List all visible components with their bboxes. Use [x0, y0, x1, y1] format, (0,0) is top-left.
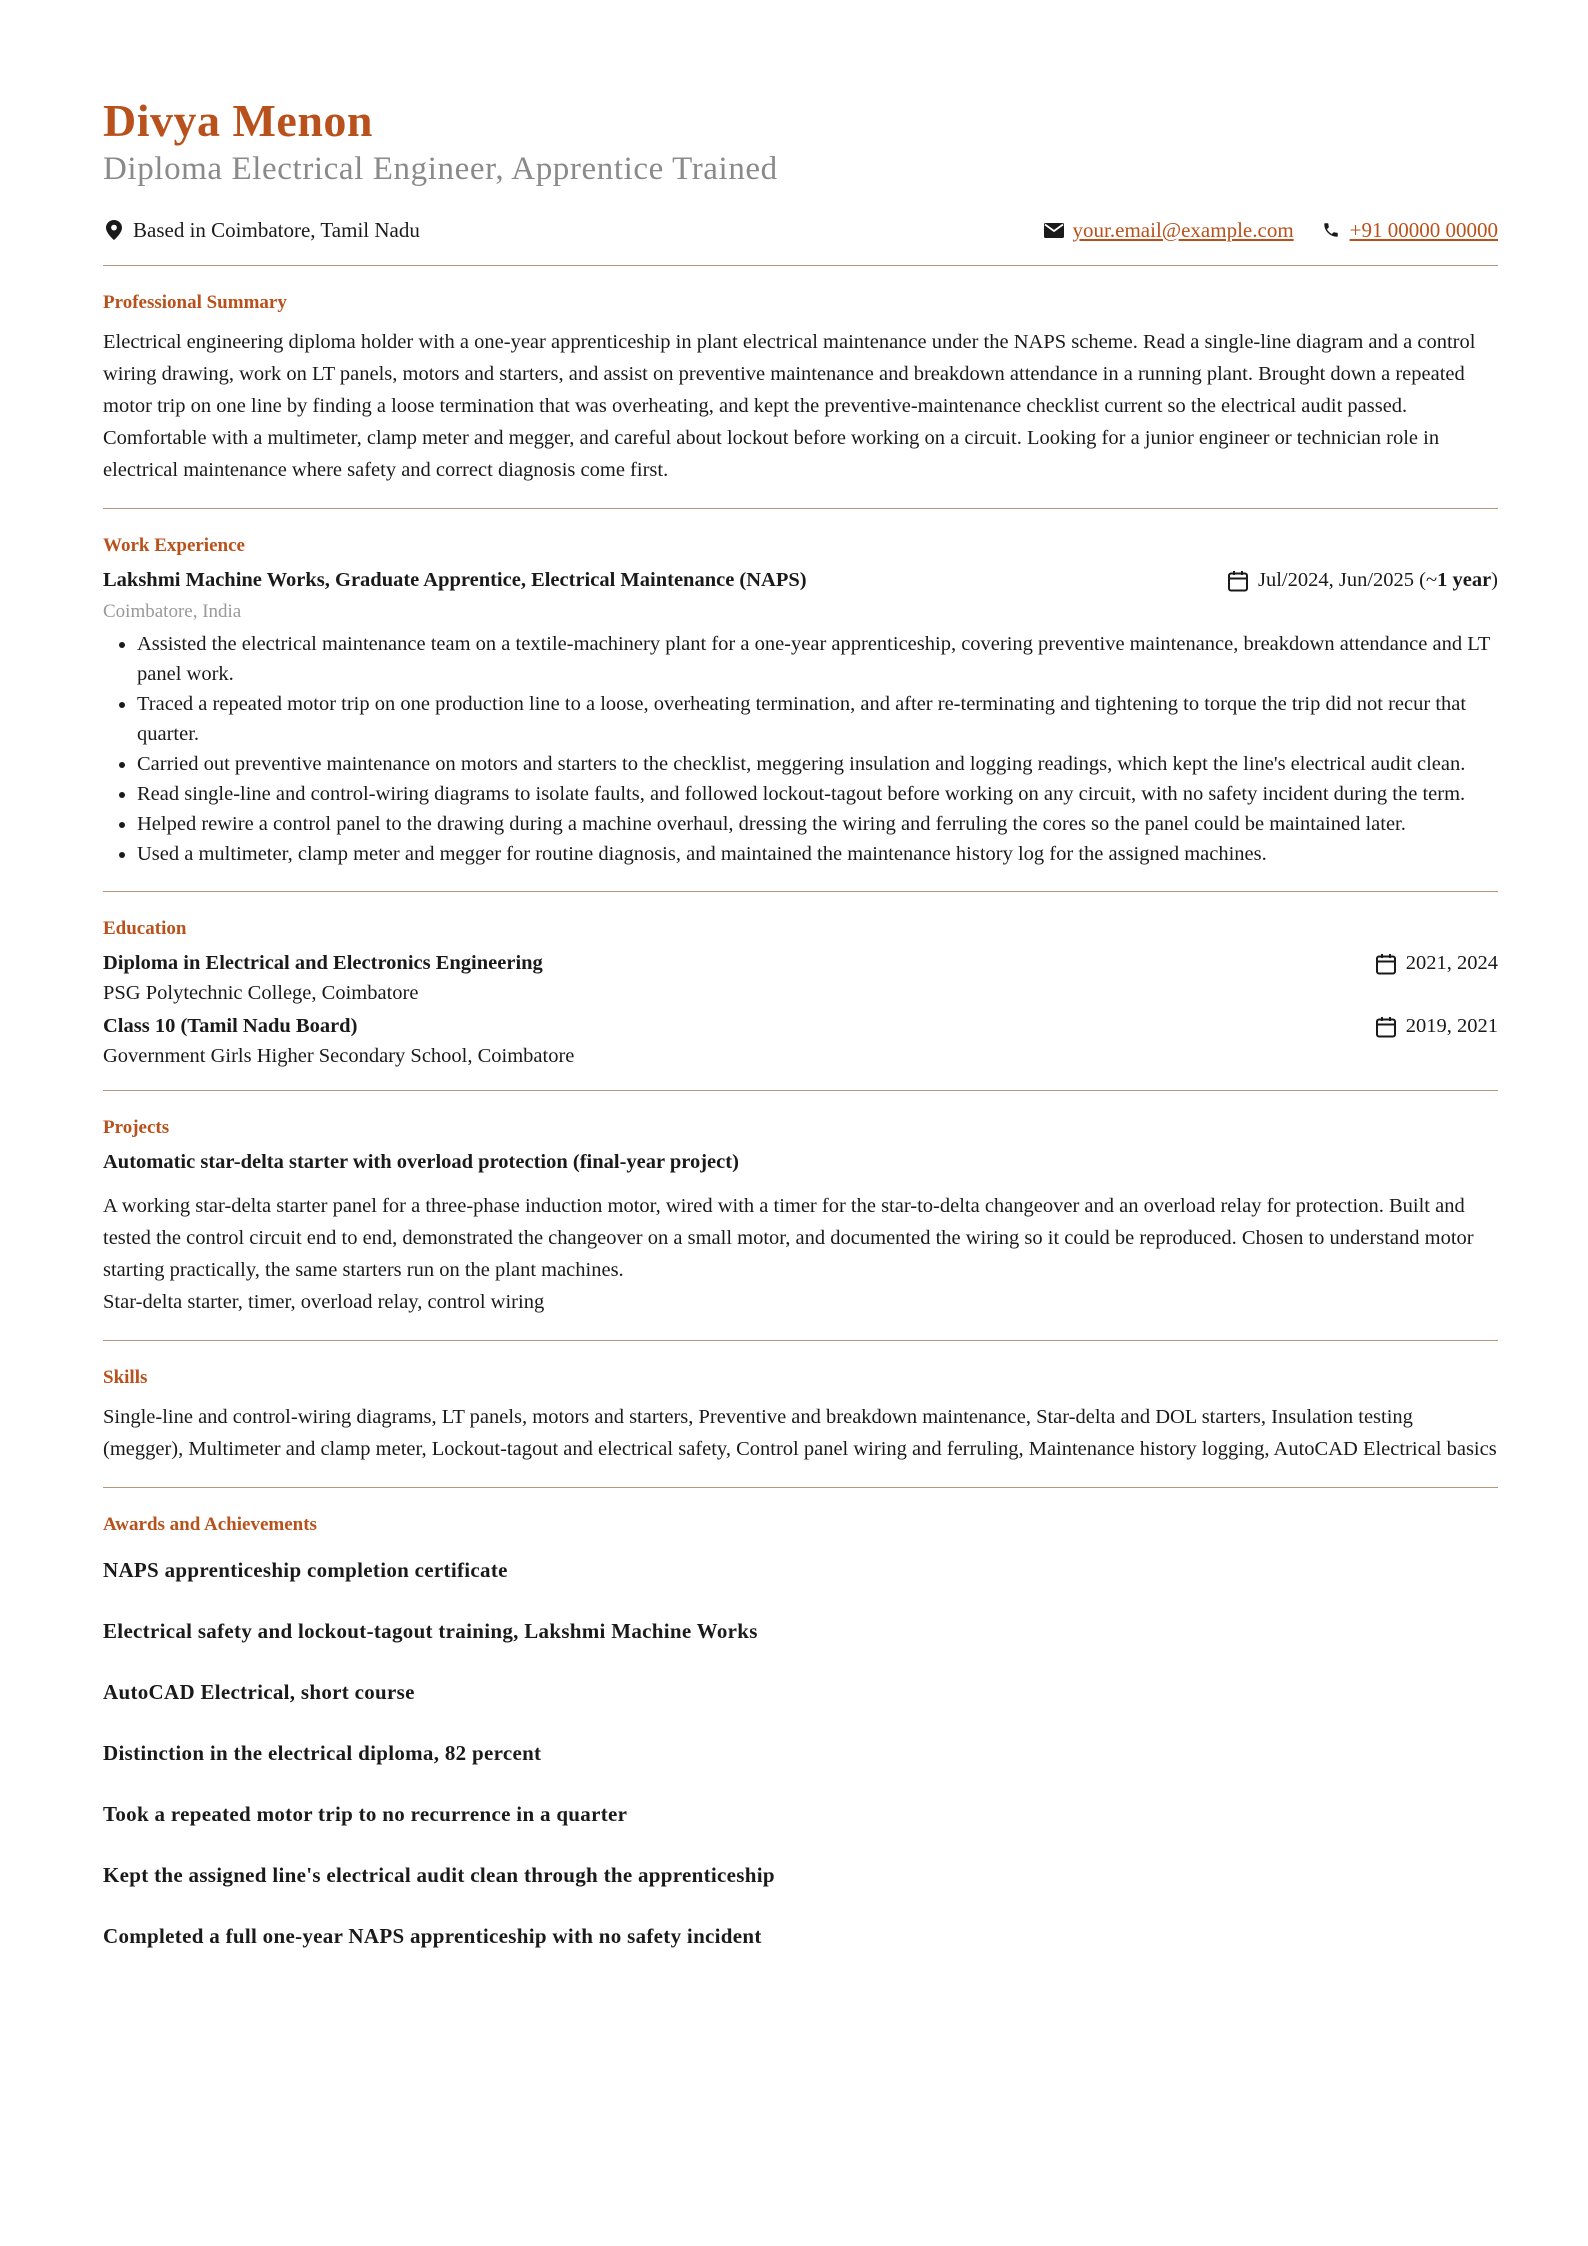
location-info: [103, 218, 420, 243]
phone-link[interactable]: +91 00000 00000: [1349, 217, 1498, 242]
summary-text: Electrical engineering diploma holder with a one-year apprenticeship in plant electrical maintenance under the NAPS scheme. Read a single-line diagram and a control wiring drawing, work on LT panels, motors and starters, and assist on preventive maintenance and breakdown attendance in a running plant. Brought down a repeated motor trip on one line by finding a loose termination that was overheating, and kept the preventive-maintenance checklist current so the electrical audit passed. Comfortable with a multimeter, clamp meter and megger, and careful about lockout before working on a circuit. Looking for a junior engineer or technician role in electrical maintenance where safety and correct diagnosis come first.: [103, 330, 1476, 481]
school-name: PSG Polytechnic College, Coimbatore: [103, 981, 419, 1004]
calendar-icon: [1374, 1015, 1398, 1039]
phone-item: [1320, 218, 1498, 243]
divider: [103, 891, 1498, 892]
contact-row: [103, 218, 1498, 243]
email-item: [1043, 218, 1294, 243]
divider: [103, 1090, 1498, 1091]
list-item: • Traced a repeated motor trip on one production line to a loose, overheating termination, and after re-terminating and tightening to torque the trip did not recur that quarter.: [137, 689, 1498, 749]
section-heading: Awards and Achievements: [103, 1513, 317, 1535]
project-title: Automatic star-delta starter with overload protection (final-year project): [103, 1150, 739, 1173]
education-dates: [1374, 952, 1498, 976]
awards-section: [103, 1514, 1498, 1949]
job-dates: [1226, 569, 1498, 593]
experience-section: [103, 535, 1498, 869]
job-date-close: ): [1491, 569, 1498, 592]
calendar-icon: [1226, 569, 1250, 593]
education-entry: [103, 1015, 1498, 1068]
award-item: Took a repeated motor trip to no recurrence in a quarter: [103, 1801, 628, 1826]
job-title: Lakshmi Machine Works, Graduate Apprentice, Electrical Maintenance (NAPS): [103, 569, 807, 592]
map-pin-icon: [103, 219, 125, 241]
award-item: Electrical safety and lockout-tagout training, Lakshmi Machine Works: [103, 1618, 758, 1643]
divider: [103, 508, 1498, 509]
divider: [103, 1487, 1498, 1488]
education-section: [103, 918, 1498, 1068]
candidate-name: Divya Menon: [103, 95, 373, 146]
list-item: • Carried out preventive maintenance on motors and starters to the checklist, meggering insulation and logging readings, which kept the line's electrical audit clean.: [137, 749, 1498, 779]
job-header: [103, 569, 1498, 593]
list-item: • Helped rewire a control panel to the drawing during a machine overhaul, dressing the wiring and ferruling the cores so the panel could be maintained later.: [137, 809, 1498, 839]
job-bullets: [103, 629, 1498, 869]
divider: [103, 265, 1498, 266]
award-item: Distinction in the electrical diploma, 82 percent: [103, 1740, 542, 1765]
divider: [103, 1340, 1498, 1341]
degree-title: Class 10 (Tamil Nadu Board): [103, 1015, 358, 1038]
location-text: Based in Coimbatore, Tamil Nadu: [133, 217, 420, 242]
project-description: A working star-delta starter panel for a three-phase induction motor, wired with a timer for the star-to-delta changeover and an overload relay for protection. Built and tested the control circuit end to end, demonstrated the changeover on a small motor, and documented the wiring so it could be reproduced. Chosen to understand motor starting practically, the same starters run on the plant machines.: [103, 1194, 1474, 1281]
skills-section: [103, 1367, 1498, 1465]
phone-icon: [1320, 219, 1342, 241]
candidate-title: Diploma Electrical Engineer, Apprentice Trained: [103, 150, 778, 187]
job-date-range: Jul/2024, Jun/2025 (~: [1258, 569, 1438, 592]
job-duration: 1 year: [1437, 569, 1492, 592]
project-tech: Star-delta starter, timer, overload relay, control wiring: [103, 1290, 545, 1313]
education-dates: [1374, 1015, 1498, 1039]
award-item: Completed a full one-year NAPS apprenticeship with no safety incident: [103, 1923, 762, 1948]
degree-title: Diploma in Electrical and Electronics Engineering: [103, 952, 543, 975]
envelope-icon: [1043, 219, 1065, 241]
list-item: • Used a multimeter, clamp meter and megger for routine diagnosis, and maintained the maintenance history log for the assigned machines.: [137, 839, 1498, 869]
projects-section: [103, 1117, 1498, 1318]
education-date-text: 2021, 2024: [1405, 952, 1498, 975]
list-item: • Assisted the electrical maintenance team on a textile-machinery plant for a one-year apprenticeship, covering preventive maintenance, breakdown attendance and LT panel work.: [137, 629, 1498, 689]
education-entry: [103, 952, 1498, 1005]
summary-section: [103, 292, 1498, 486]
award-item: AutoCAD Electrical, short course: [103, 1679, 415, 1704]
award-item: NAPS apprenticeship completion certificate: [103, 1557, 508, 1582]
section-heading: Professional Summary: [103, 291, 287, 313]
list-item: • Read single-line and control-wiring diagrams to isolate faults, and followed lockout-tagout before working on any circuit, with no safety incident during the term.: [137, 779, 1498, 809]
email-link[interactable]: your.email@example.com: [1072, 217, 1294, 242]
school-name: Government Girls Higher Secondary School, Coimbatore: [103, 1044, 575, 1067]
section-heading: Projects: [103, 1116, 170, 1138]
calendar-icon: [1374, 952, 1398, 976]
section-heading: Work Experience: [103, 534, 245, 556]
section-heading: Skills: [103, 1366, 148, 1388]
job-location: Coimbatore, India: [103, 600, 242, 622]
award-item: Kept the assigned line's electrical audit clean through the apprenticeship: [103, 1862, 775, 1887]
section-heading: Education: [103, 917, 187, 939]
education-date-text: 2019, 2021: [1405, 1015, 1498, 1038]
skills-text: Single-line and control-wiring diagrams, LT panels, motors and starters, Preventive and breakdown maintenance, Star-delta and DOL starters, Insulation testing (megger), Multimeter and clamp meter, Lockout-tagout and electrical safety, Control panel wiring and ferruling, Maintenance history logging, AutoCAD Electrical basics: [103, 1405, 1497, 1460]
contact-links: [1017, 218, 1498, 243]
